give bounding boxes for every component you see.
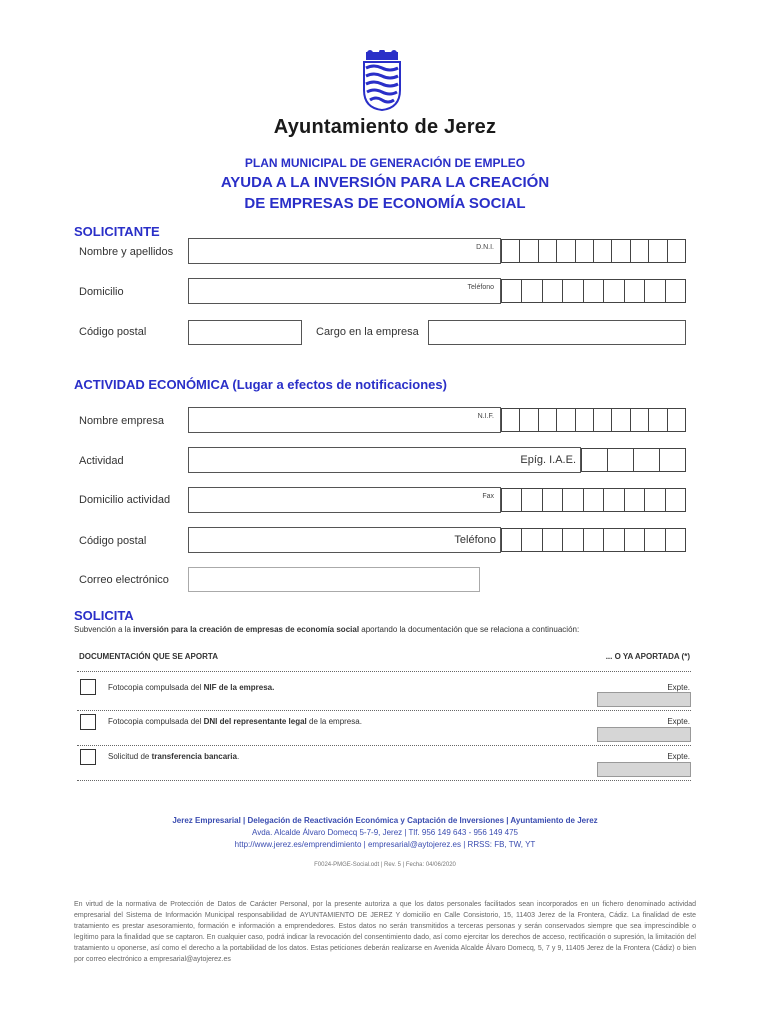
item-nif-bold: NIF de la empresa. xyxy=(203,683,275,692)
expte-label-2: Expte. xyxy=(667,717,690,726)
solicita-text-post: aportando la documentación que se relaciona a continuación: xyxy=(359,625,580,634)
item-transferencia-pre: Solicitud de xyxy=(108,752,152,761)
item-nif-pre: Fotocopia compulsada del xyxy=(108,683,204,692)
item-transferencia-bold: transferencia bancaria xyxy=(151,752,237,761)
footer-line1: Jerez Empresarial | Delegación de Reactivación Económica y Captación de Inversiones | Ayuntamiento de Jerez xyxy=(172,816,598,825)
domicilio-label: Domicilio xyxy=(79,286,124,298)
nif-label: N.I.F. xyxy=(477,413,494,420)
actividad-cp-field[interactable] xyxy=(188,527,501,553)
actividad-heading: ACTIVIDAD ECONÓMICA (Lugar a efectos de notificaciones) xyxy=(74,377,447,392)
fax-cells[interactable] xyxy=(501,488,686,512)
col-ya-aportada: ... O YA APORTADA (*) xyxy=(605,652,690,661)
organization-name: Ayuntamiento de Jerez xyxy=(273,116,497,138)
separator: | xyxy=(463,840,466,849)
item-transferencia-post: . xyxy=(236,752,240,761)
dni-label: D.N.I. xyxy=(476,244,494,251)
expte-field-2[interactable] xyxy=(597,727,691,742)
expte-field-1[interactable] xyxy=(597,692,691,707)
rrss-label: RRSS: xyxy=(467,840,492,849)
checkbox-transferencia[interactable] xyxy=(80,749,96,765)
empresa-field[interactable] xyxy=(188,407,501,433)
solicita-text-bold: inversión para la creación de empresas de economía social xyxy=(133,625,360,634)
domicilio-actividad-field[interactable] xyxy=(188,487,501,513)
col-documentacion: DOCUMENTACIÓN QUE SE APORTA xyxy=(79,652,218,661)
nombre-field[interactable] xyxy=(188,238,501,264)
form-title-line2: DE EMPRESAS DE ECONOMÍA SOCIAL xyxy=(244,195,526,212)
item-dni-pre: Fotocopia compulsada del xyxy=(108,717,204,726)
url-link[interactable]: http://www.jerez.es/emprendimiento xyxy=(234,840,362,849)
separator: | xyxy=(363,840,366,849)
actividad-cp-label: Código postal xyxy=(79,535,147,547)
item-dni xyxy=(108,717,362,726)
solicita-text-pre: Subvención a la xyxy=(74,625,134,634)
divider xyxy=(77,780,691,781)
form-title-line1: AYUDA A LA INVERSIÓN PARA LA CREACIÓN xyxy=(220,174,550,191)
coat-of-arms-logo xyxy=(360,50,404,112)
item-transferencia xyxy=(108,752,239,761)
legal-notice: En virtud de la normativa de Protección de Datos de Carácter Personal, por la presente autoriza a que los datos personales facilitados sean incorporados en un fichero denominado actividad empresarial del Sistema de Información Municipal responsabilidad de AYUNTAMIENTO DE JEREZ Y domicilio en Calle Consistorio, 15, 11403 Jerez de la Frontera, Cádiz. La finalidad de este tratamiento es prestar asesoramiento, formación e información a emprendedores. Estos datos no serán transmitidos a terceras personas y serán conservados siempre que sea imprescindible o legítimo para la finalidad que se captaron. En cualquier caso, podrá indicar la revocación del consentimiento dado, así como ejercitar los derechos de acceso, rectificación o supresión, la limitación del tratamiento u oponerse, así como el derecho a la portabilidad de los datos. Estas peticiones deberán realizarse en Avenida Alcalde Álvaro Domecq, 5, 7 y 9, 11405 Jerez de la Frontera (Cádiz) o bien por correo electrónico a empresarial@aytojerez.es xyxy=(74,901,696,963)
checkbox-nif[interactable] xyxy=(80,679,96,695)
nombre-label: Nombre y apellidos xyxy=(79,246,174,258)
fax-label: Fax xyxy=(482,493,494,500)
item-nif xyxy=(108,683,274,692)
cargo-label: Cargo en la empresa xyxy=(316,326,419,338)
divider xyxy=(77,671,691,672)
plan-heading: PLAN MUNICIPAL DE GENERACIÓN DE EMPLEO xyxy=(244,156,526,170)
fb-link[interactable]: FB xyxy=(494,840,505,849)
domicilio-actividad-label: Domicilio actividad xyxy=(79,494,171,506)
expte-field-3[interactable] xyxy=(597,762,691,777)
domicilio-field[interactable] xyxy=(188,278,501,304)
email-link[interactable]: empresarial@aytojerez.es xyxy=(367,840,461,849)
telefono-label: Teléfono xyxy=(467,284,494,291)
epig-label: Epíg. I.A.E. xyxy=(520,454,576,466)
footer-line2: Avda. Alcalde Álvaro Domecq 5-7-9, Jerez | Tlf. 956 149 643 - 956 149 475 xyxy=(252,828,518,837)
divider xyxy=(77,710,691,711)
empresa-label: Nombre empresa xyxy=(79,415,164,427)
tw-link[interactable]: TW xyxy=(508,840,521,849)
email-field[interactable] xyxy=(188,567,480,592)
actividad-telefono-cells[interactable] xyxy=(501,528,686,552)
solicita-heading: SOLICITA xyxy=(74,608,134,623)
actividad-telefono-label: Teléfono xyxy=(454,534,496,546)
item-dni-post: de la empresa. xyxy=(306,717,362,726)
actividad-label: Actividad xyxy=(79,455,124,467)
divider xyxy=(77,745,691,746)
solicitante-heading: SOLICITANTE xyxy=(74,224,160,239)
nif-cells[interactable] xyxy=(501,408,686,432)
telefono-cells[interactable] xyxy=(501,279,686,303)
codigo-postal-label: Código postal xyxy=(79,326,147,338)
cargo-field[interactable] xyxy=(428,320,686,345)
checkbox-dni[interactable] xyxy=(80,714,96,730)
codigo-postal-field[interactable] xyxy=(188,320,302,345)
yt-link[interactable]: YT xyxy=(525,840,536,849)
dni-cells[interactable] xyxy=(501,239,686,263)
email-label: Correo electrónico xyxy=(79,574,169,586)
solicita-text xyxy=(74,625,579,634)
expte-label-3: Expte. xyxy=(667,752,690,761)
footer-links: http://www.jerez.es/emprendimiento | empresarial@aytojerez.es | RRSS: FB, TW, YT xyxy=(234,840,536,849)
expte-label-1: Expte. xyxy=(667,683,690,692)
epig-cells[interactable] xyxy=(581,448,686,472)
document-reference: F0024-PMGE-Social.odt | Rev. 5 | Fecha: 04/06/2020 xyxy=(314,862,456,868)
item-dni-bold: DNI del representante legal xyxy=(203,717,307,726)
actividad-field[interactable] xyxy=(188,447,581,473)
